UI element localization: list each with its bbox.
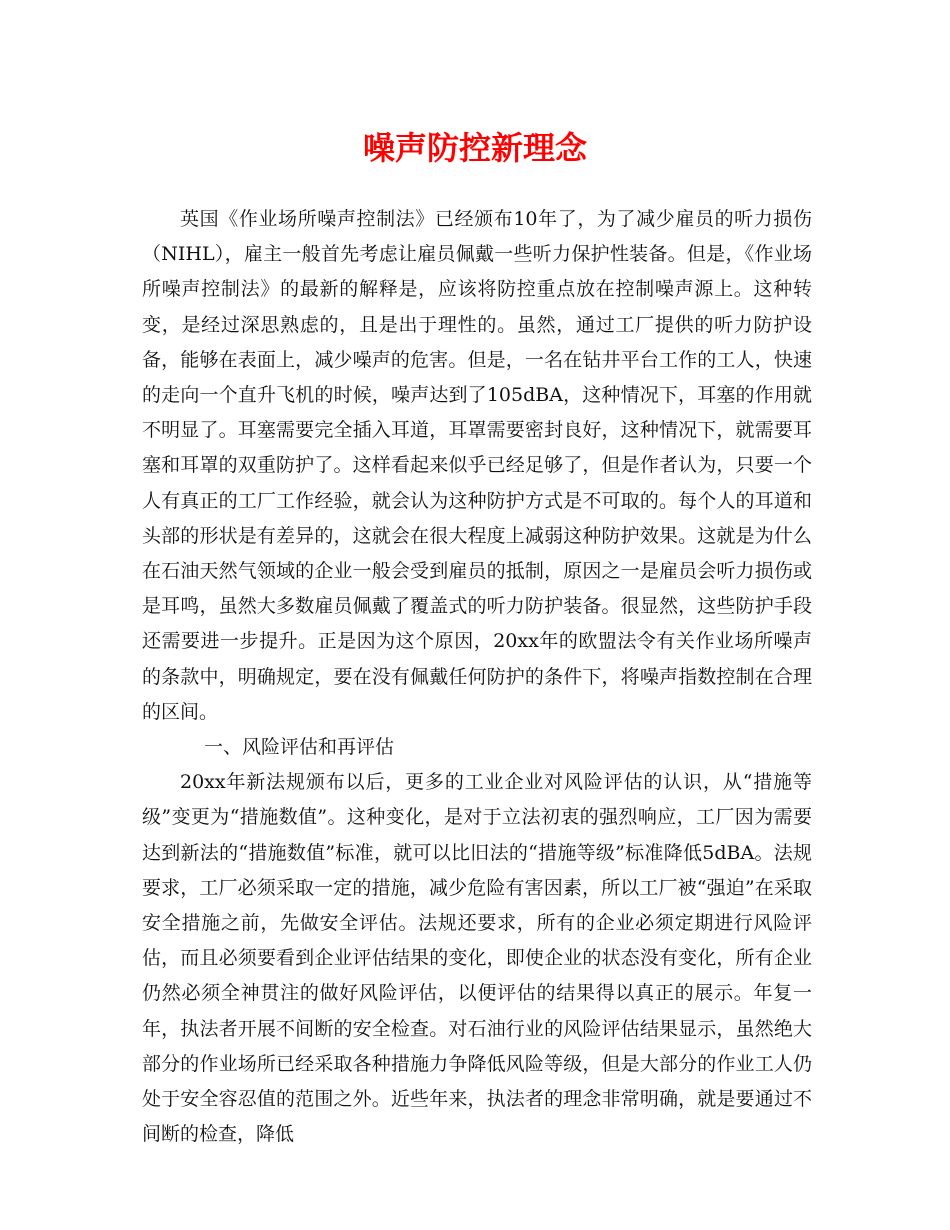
document-title: 噪声防控新理念 <box>362 129 587 167</box>
document-body <box>142 202 812 1152</box>
paragraph-intro: 英国《作业场所噪声控制法》已经颁布10年了，为了减少雇员的听力损伤（NIHL），雇主一般首先考虑让雇员佩戴一些听力保护性装备。但是，《作业场所噪声控制法》的最新的解释是，应该将防控重点放在控制噪声源上。这种转变，是经过深思熟虑的，且是出于理性的。虽然，通过工厂提供的听力防护设备，能够在表面上，减少噪声的危害。但是，一名在钻井平台工作的工人，快速的走向一个直升飞机的时候，噪声达到了105dBA，这种情况下，耳塞的作用就不明显了。耳塞需要完全插入耳道，耳罩需要密封良好，这种情况下，就需要耳塞和耳罩的双重防护了。这样看起来似乎已经足够了，但是作者认为，只要一个人有真正的工厂工作经验，就会认为这种防护方式是不可取的。每个人的耳道和头部的形状是有差异的，这就会在很大程度上减弱这种防护效果。这就是为什么在石油天然气领域的企业一般会受到雇员的抵制，原因之一是雇员会听力损伤或是耳鸣，虽然大多数雇员佩戴了覆盖式的听力防护装备。很显然，这些防护手段还需要进一步提升。正是因为这个原因，20xx年的欧盟法令有关作业场所噪声的条款中，明确规定，要在没有佩戴任何防护的条件下，将噪声指数控制在合理的区间。 <box>142 208 812 723</box>
section-heading-risk-assessment: 一、风险评估和再评估 <box>204 736 395 759</box>
paragraph-risk-assessment: 20xx年新法规颁布以后，更多的工业企业对风险评估的认识，从“措施等级”变更为“措施数值”。这种变化，是对于立法初衷的强烈响应，工厂因为需要达到新法的“措施数值”标准，就可以比旧法的“措施等级”标准降低5dBA。法规要求，工厂必须采取一定的措施，减少危险有害因素，所以工厂被“强迫”在采取安全措施之前，先做安全评估。法规还要求，所有的企业必须定期进行风险评估，而且必须要看到企业评估结果的变化，即使企业的状态没有变化，所有企业仍然必须全神贯注的做好风险评估，以便评估的结果得以真正的展示。年复一年，执法者开展不间断的安全检查。对石油行业的风险评估结果显示，虽然绝大部分的作业场所已经采取各种措施力争降低风险等级，但是大部分的作业工人仍处于安全容忍值的范围之外。近些年来，执法者的理念非常明确，就是要通过不间断的检查，降低 <box>142 771 812 1146</box>
